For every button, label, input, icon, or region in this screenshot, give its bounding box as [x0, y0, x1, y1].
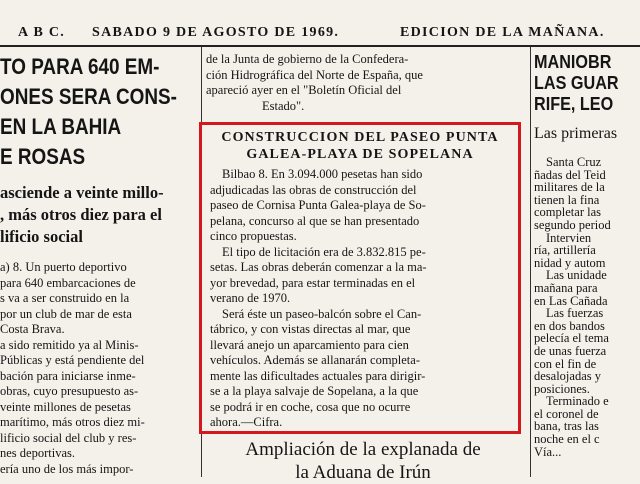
right-body-line: Vía... — [534, 444, 562, 459]
right-body-line: Terminado e — [546, 394, 609, 409]
left-body-line: para 640 embarcaciones de — [0, 275, 136, 290]
left-headline-line: E ROSAS — [0, 144, 86, 169]
middle-top-line: ción Hidrográfica del Norte de España, que — [206, 67, 423, 82]
article-body-line: setas. Las obras deberán comenzar a la ma- — [210, 260, 427, 274]
left-body — [0, 260, 198, 477]
right-body-line: segundo period — [534, 217, 611, 232]
right-body-line: el coronel de — [534, 406, 599, 421]
right-body-line: pelecía el tema — [534, 331, 609, 346]
right-body-line: mañana para — [534, 280, 598, 295]
right-column — [534, 52, 640, 477]
lower-headline-line: la Aduana de Irún — [295, 462, 431, 483]
left-body-line: bación para iniciarse inme- — [0, 368, 136, 383]
right-subheadline: Las primeras — [534, 125, 618, 142]
right-body-line: bana, tras las — [534, 419, 599, 434]
article-body-line: El tipo de licitación era de 3.832.815 pe- — [222, 244, 426, 259]
lower-headline-line: Ampliación de la explanada de — [245, 439, 481, 460]
column-rule-right — [530, 47, 531, 477]
left-body-line: veinte millones de pesetas — [0, 399, 131, 414]
highlighted-article — [199, 122, 521, 434]
right-body-line: en dos bandos — [534, 318, 605, 333]
right-body-line: Intervien — [546, 230, 592, 245]
middle-top-text — [206, 52, 528, 114]
article-body-line: mente las dificultades actuales para dirigir- — [210, 368, 426, 383]
left-subheadline — [0, 182, 198, 248]
article-body-line: Bilbao 8. En 3.094.000 pesetas han sido — [222, 167, 423, 181]
left-subhead-line: lificio social — [0, 227, 83, 246]
article-body-line: se a la playa salvaje de Sopelana, a la que — [210, 384, 419, 398]
left-body-line: a sido remitido ya al Minis- — [0, 337, 139, 352]
lower-headline — [206, 438, 520, 484]
right-body — [534, 156, 640, 458]
article-body-line: ahora.—Cifra. — [210, 415, 283, 429]
page-header — [0, 0, 640, 42]
right-body-line: posiciones. — [534, 381, 590, 396]
left-headline-line: EN LA BAHIA — [0, 114, 122, 139]
article-body-line: adjudicadas las obras de construcción del — [210, 182, 417, 197]
left-headline-line: TO PARA 640 EM- — [0, 54, 160, 79]
right-headline-line: MANIOBR — [534, 52, 612, 72]
right-body-line: noche en el c — [534, 432, 600, 447]
article-body-line: yor brevedad, para estar terminadas en el — [210, 275, 416, 290]
right-body-line: de unas fuerza — [534, 343, 607, 358]
article-body-line: tábrico, y con vistas directas al mar, que — [210, 322, 411, 336]
left-body-line: lificio social del club y res- — [0, 430, 137, 445]
article-body-line: se podrá ir en coche, cosa que no ocurre — [210, 399, 411, 414]
left-body-line: Costa Brava. — [0, 322, 65, 336]
right-body-line: desalojadas y — [534, 369, 601, 384]
middle-top-line: apareció ayer en el "Boletín Oficial del — [206, 83, 402, 97]
right-body-line: ría, artillería — [534, 243, 596, 258]
left-headline — [0, 52, 198, 172]
article-body-line: verano de 1970. — [210, 291, 291, 305]
article-title-line: GALEA-PLAYA DE SOPELANA — [246, 147, 474, 162]
article-title-line: CONSTRUCCION DEL PASEO PUNTA — [221, 130, 499, 145]
issue-date: SABADO 9 DE AGOSTO DE 1969. — [92, 25, 340, 40]
right-body-line: tienen la fina — [534, 192, 600, 207]
right-headline-line: RIFE, LEO — [534, 94, 614, 114]
article-body-line: paseo de Cornisa Punta Galea-playa de So- — [210, 198, 426, 212]
article-body-line: pelana, concurso al que se han presentado — [210, 213, 420, 228]
right-body-line: Las fuerzas — [546, 306, 604, 321]
right-body-line: militares de la — [534, 180, 605, 195]
right-headline-line: LAS GUAR — [534, 73, 619, 93]
article-body-line: cinco propuestas. — [210, 229, 297, 243]
left-body-line: Públicas y está pendiente del — [0, 353, 145, 367]
article-body-line: vehículos. Además se allanarán completa- — [210, 353, 420, 367]
left-body-line: nes deportivas. — [0, 446, 75, 460]
left-body-line: marítimo, más otros diez mi- — [0, 415, 145, 429]
article-body — [210, 167, 510, 431]
left-subhead-line: , más otros diez para el — [0, 205, 162, 224]
left-headline-line: ONES SERA CONS- — [0, 84, 177, 109]
article-body-line: Será éste un paseo-balcón sobre el Can- — [222, 306, 422, 321]
left-subhead-line: asciende a veinte millo- — [0, 183, 164, 202]
header-rule — [0, 45, 640, 47]
left-body-line: a) 8. Un puerto deportivo — [0, 260, 127, 274]
article-inner — [202, 125, 518, 431]
left-body-line: obras, cuyo presupuesto as- — [0, 384, 139, 398]
right-body-line: con el fin de — [534, 356, 597, 371]
middle-top-line: de la Junta de gobierno de la Confedera- — [206, 52, 409, 66]
left-body-line: por un club de mar de esta — [0, 306, 132, 321]
right-body-line: ñadas del Teid — [534, 167, 606, 182]
right-body-line: completar las — [534, 205, 601, 220]
left-body-line: s va a ser construido en la — [0, 291, 130, 305]
right-body-line: Santa Cruz — [546, 155, 602, 169]
middle-top-line: Estado". — [262, 98, 305, 113]
publication-name: A B C. — [18, 25, 66, 40]
article-body-line: llevará anejo un aparcamiento para cien — [210, 337, 409, 352]
right-body-line: en Las Cañada — [534, 293, 608, 308]
left-body-line: ería uno de los más impor- — [0, 461, 134, 476]
right-body-line: nidad y autom — [534, 255, 606, 270]
left-column — [0, 52, 198, 477]
edition-label: EDICION DE LA MAÑANA. — [400, 25, 605, 40]
right-headline — [534, 52, 640, 115]
right-body-line: Las unidade — [546, 268, 607, 283]
